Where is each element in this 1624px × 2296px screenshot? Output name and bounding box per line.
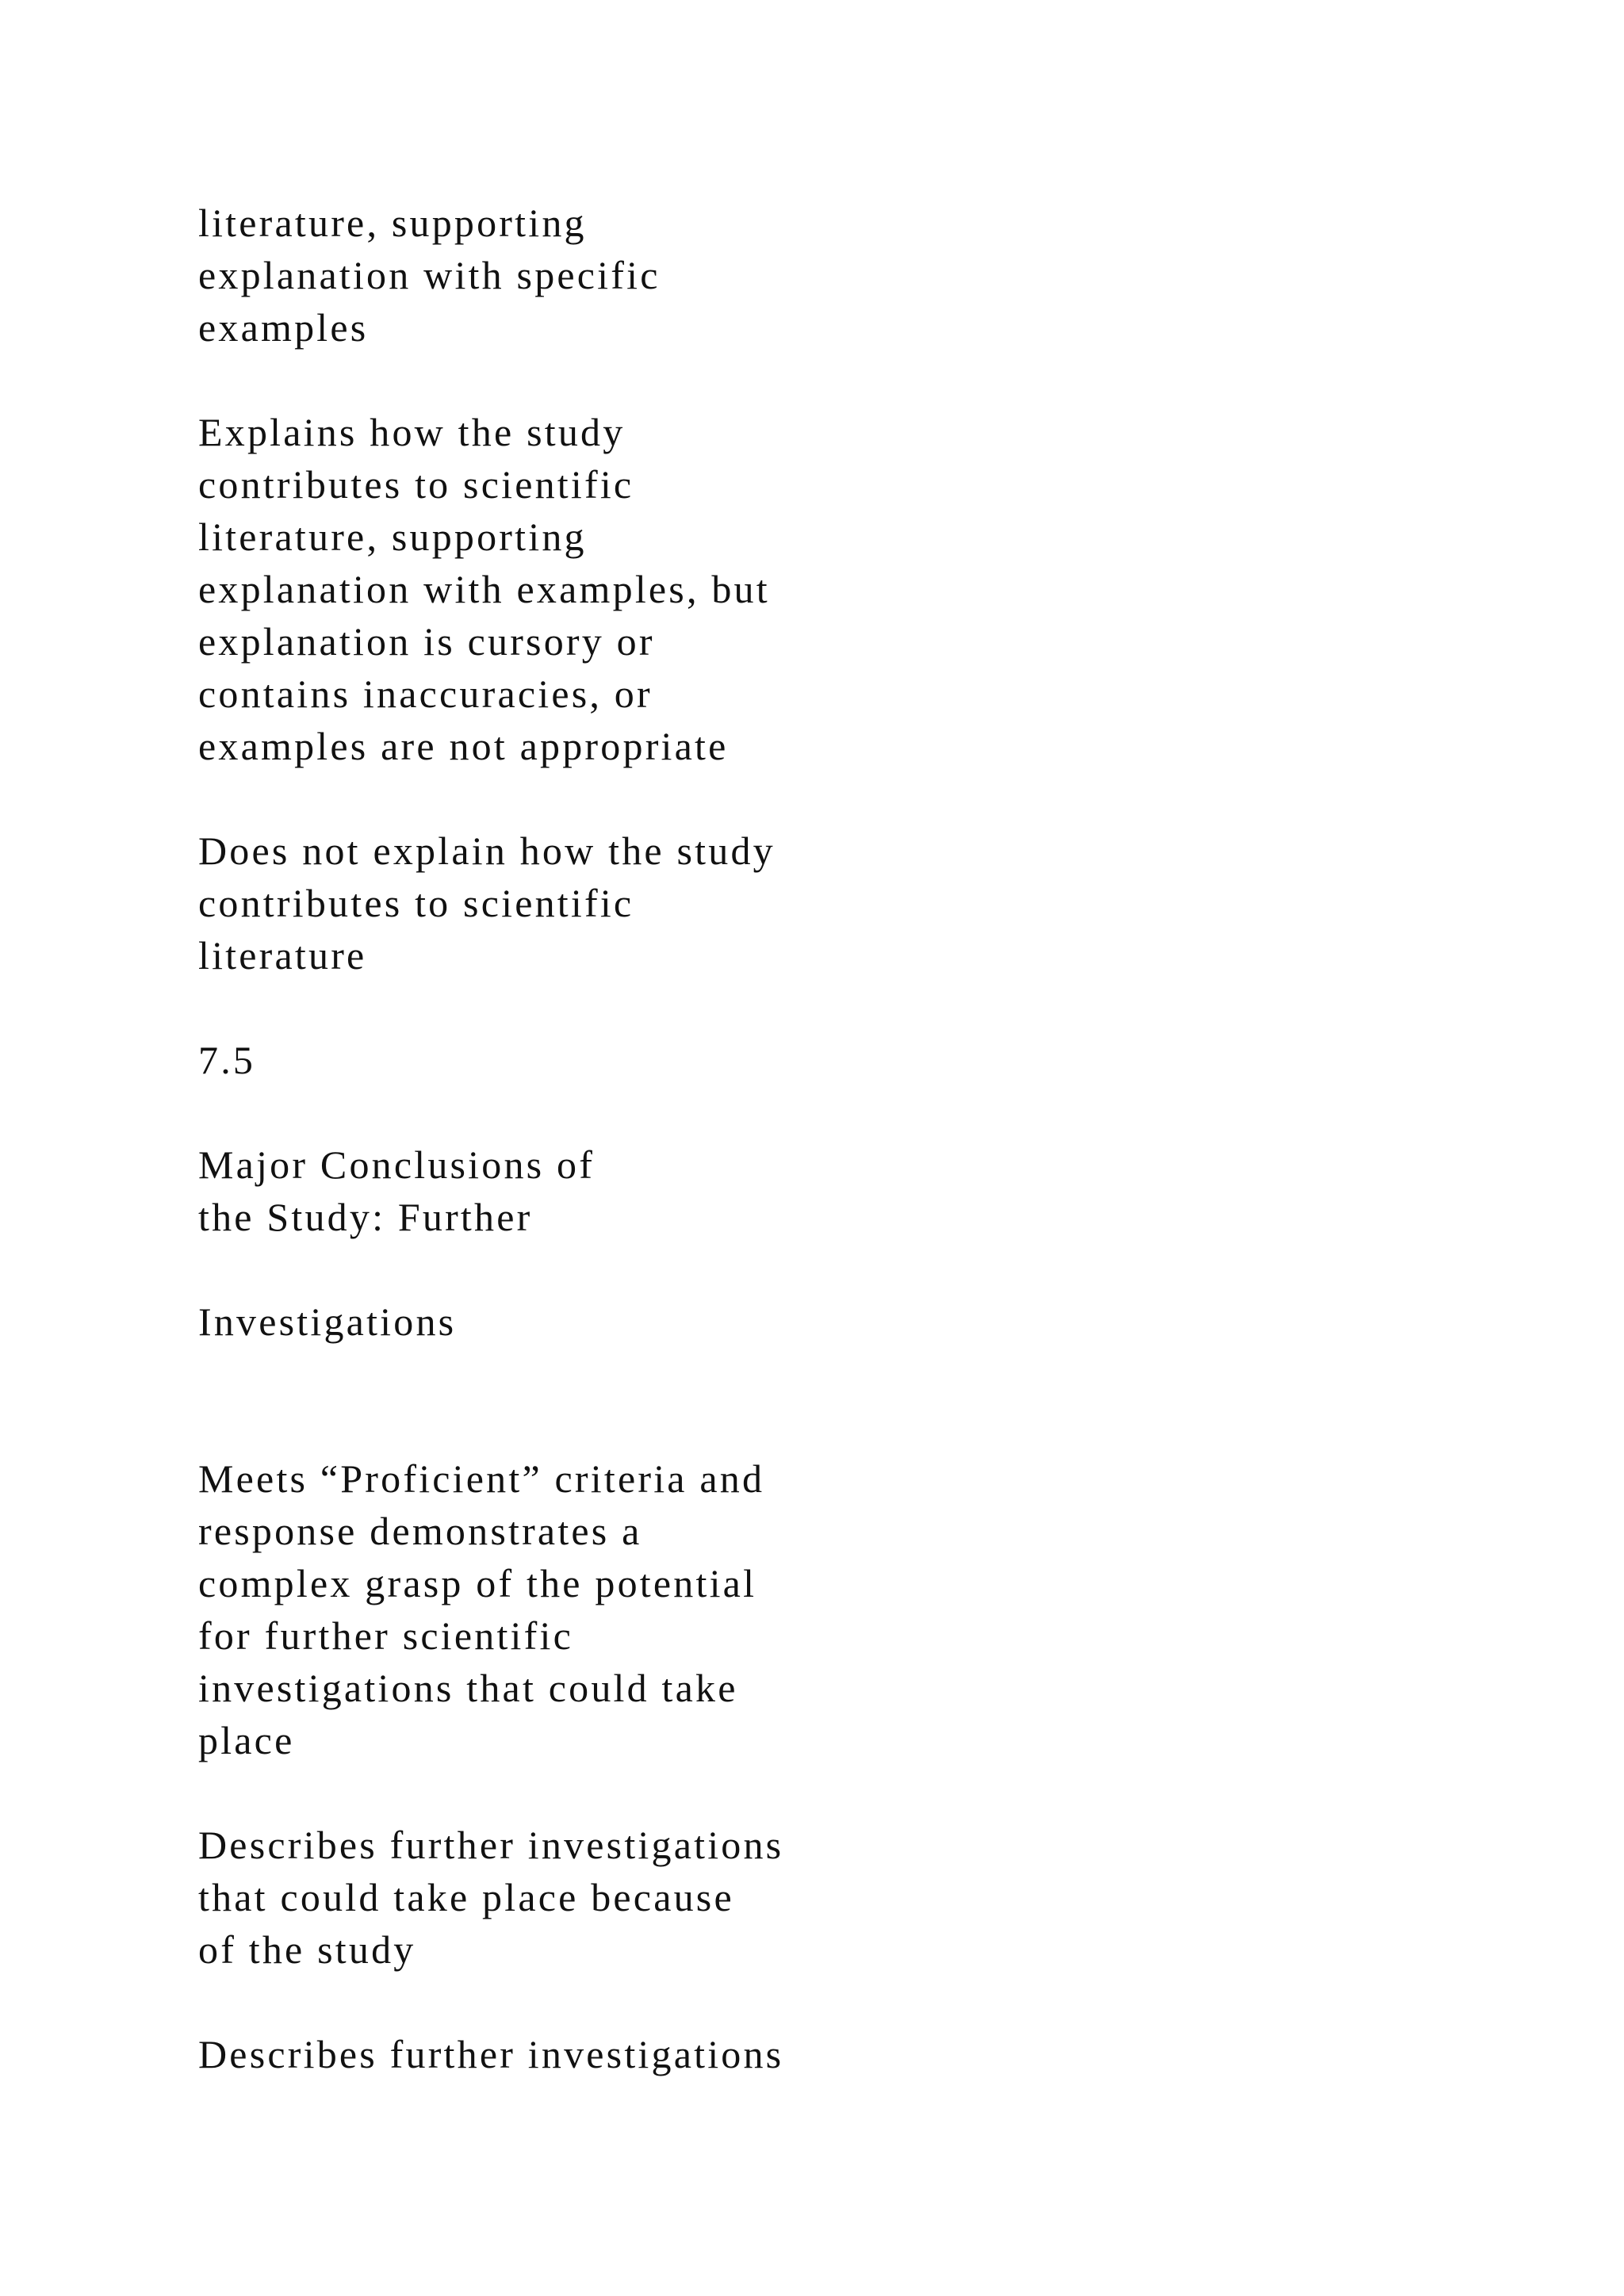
text-line: for further scientific xyxy=(198,1613,573,1658)
text-line: contributes to scientific xyxy=(198,462,634,507)
text-line: contributes to scientific xyxy=(198,881,634,925)
text-line: examples xyxy=(198,305,369,350)
text-line: response demonstrates a xyxy=(198,1509,642,1553)
text-line: explanation with specific xyxy=(198,253,661,297)
text-line: Meets “Proficient” criteria and xyxy=(198,1456,765,1501)
text-line: Describes further investigations xyxy=(198,2032,784,2076)
section-title-continued xyxy=(198,1295,991,1348)
section-number xyxy=(198,1034,991,1086)
text-line: investigations that could take xyxy=(198,1666,738,1710)
document-text xyxy=(198,197,991,2133)
text-line: explanation with examples, but xyxy=(198,567,770,611)
text-line: Explains how the study xyxy=(198,410,626,454)
text-line: of the study xyxy=(198,1927,416,1972)
text-line: Investigations xyxy=(198,1299,457,1344)
text-line: 7.5 xyxy=(198,1038,256,1082)
text-line: the Study: Further xyxy=(198,1195,533,1239)
text-line: complex grasp of the potential xyxy=(198,1561,757,1605)
paragraph-literature-supporting xyxy=(198,197,991,354)
text-line: that could take place because xyxy=(198,1875,734,1919)
text-line: Describes further investigations xyxy=(198,1823,784,1867)
text-line: literature, supporting xyxy=(198,201,587,245)
section-title xyxy=(198,1138,991,1243)
paragraph-explains-contribution xyxy=(198,406,991,772)
text-line: examples are not appropriate xyxy=(198,724,729,768)
paragraph-meets-proficient xyxy=(198,1452,991,1766)
paragraph-describes-further-2 xyxy=(198,2028,991,2080)
paragraph-does-not-explain xyxy=(198,825,991,982)
paragraph-describes-further xyxy=(198,1819,991,1976)
text-line: literature xyxy=(198,933,367,978)
text-line: literature, supporting xyxy=(198,515,587,559)
text-line: Does not explain how the study xyxy=(198,828,776,873)
text-line: explanation is cursory or xyxy=(198,619,655,664)
text-line: place xyxy=(198,1718,295,1762)
text-line: contains inaccuracies, or xyxy=(198,672,653,716)
text-line: Major Conclusions of xyxy=(198,1142,596,1187)
